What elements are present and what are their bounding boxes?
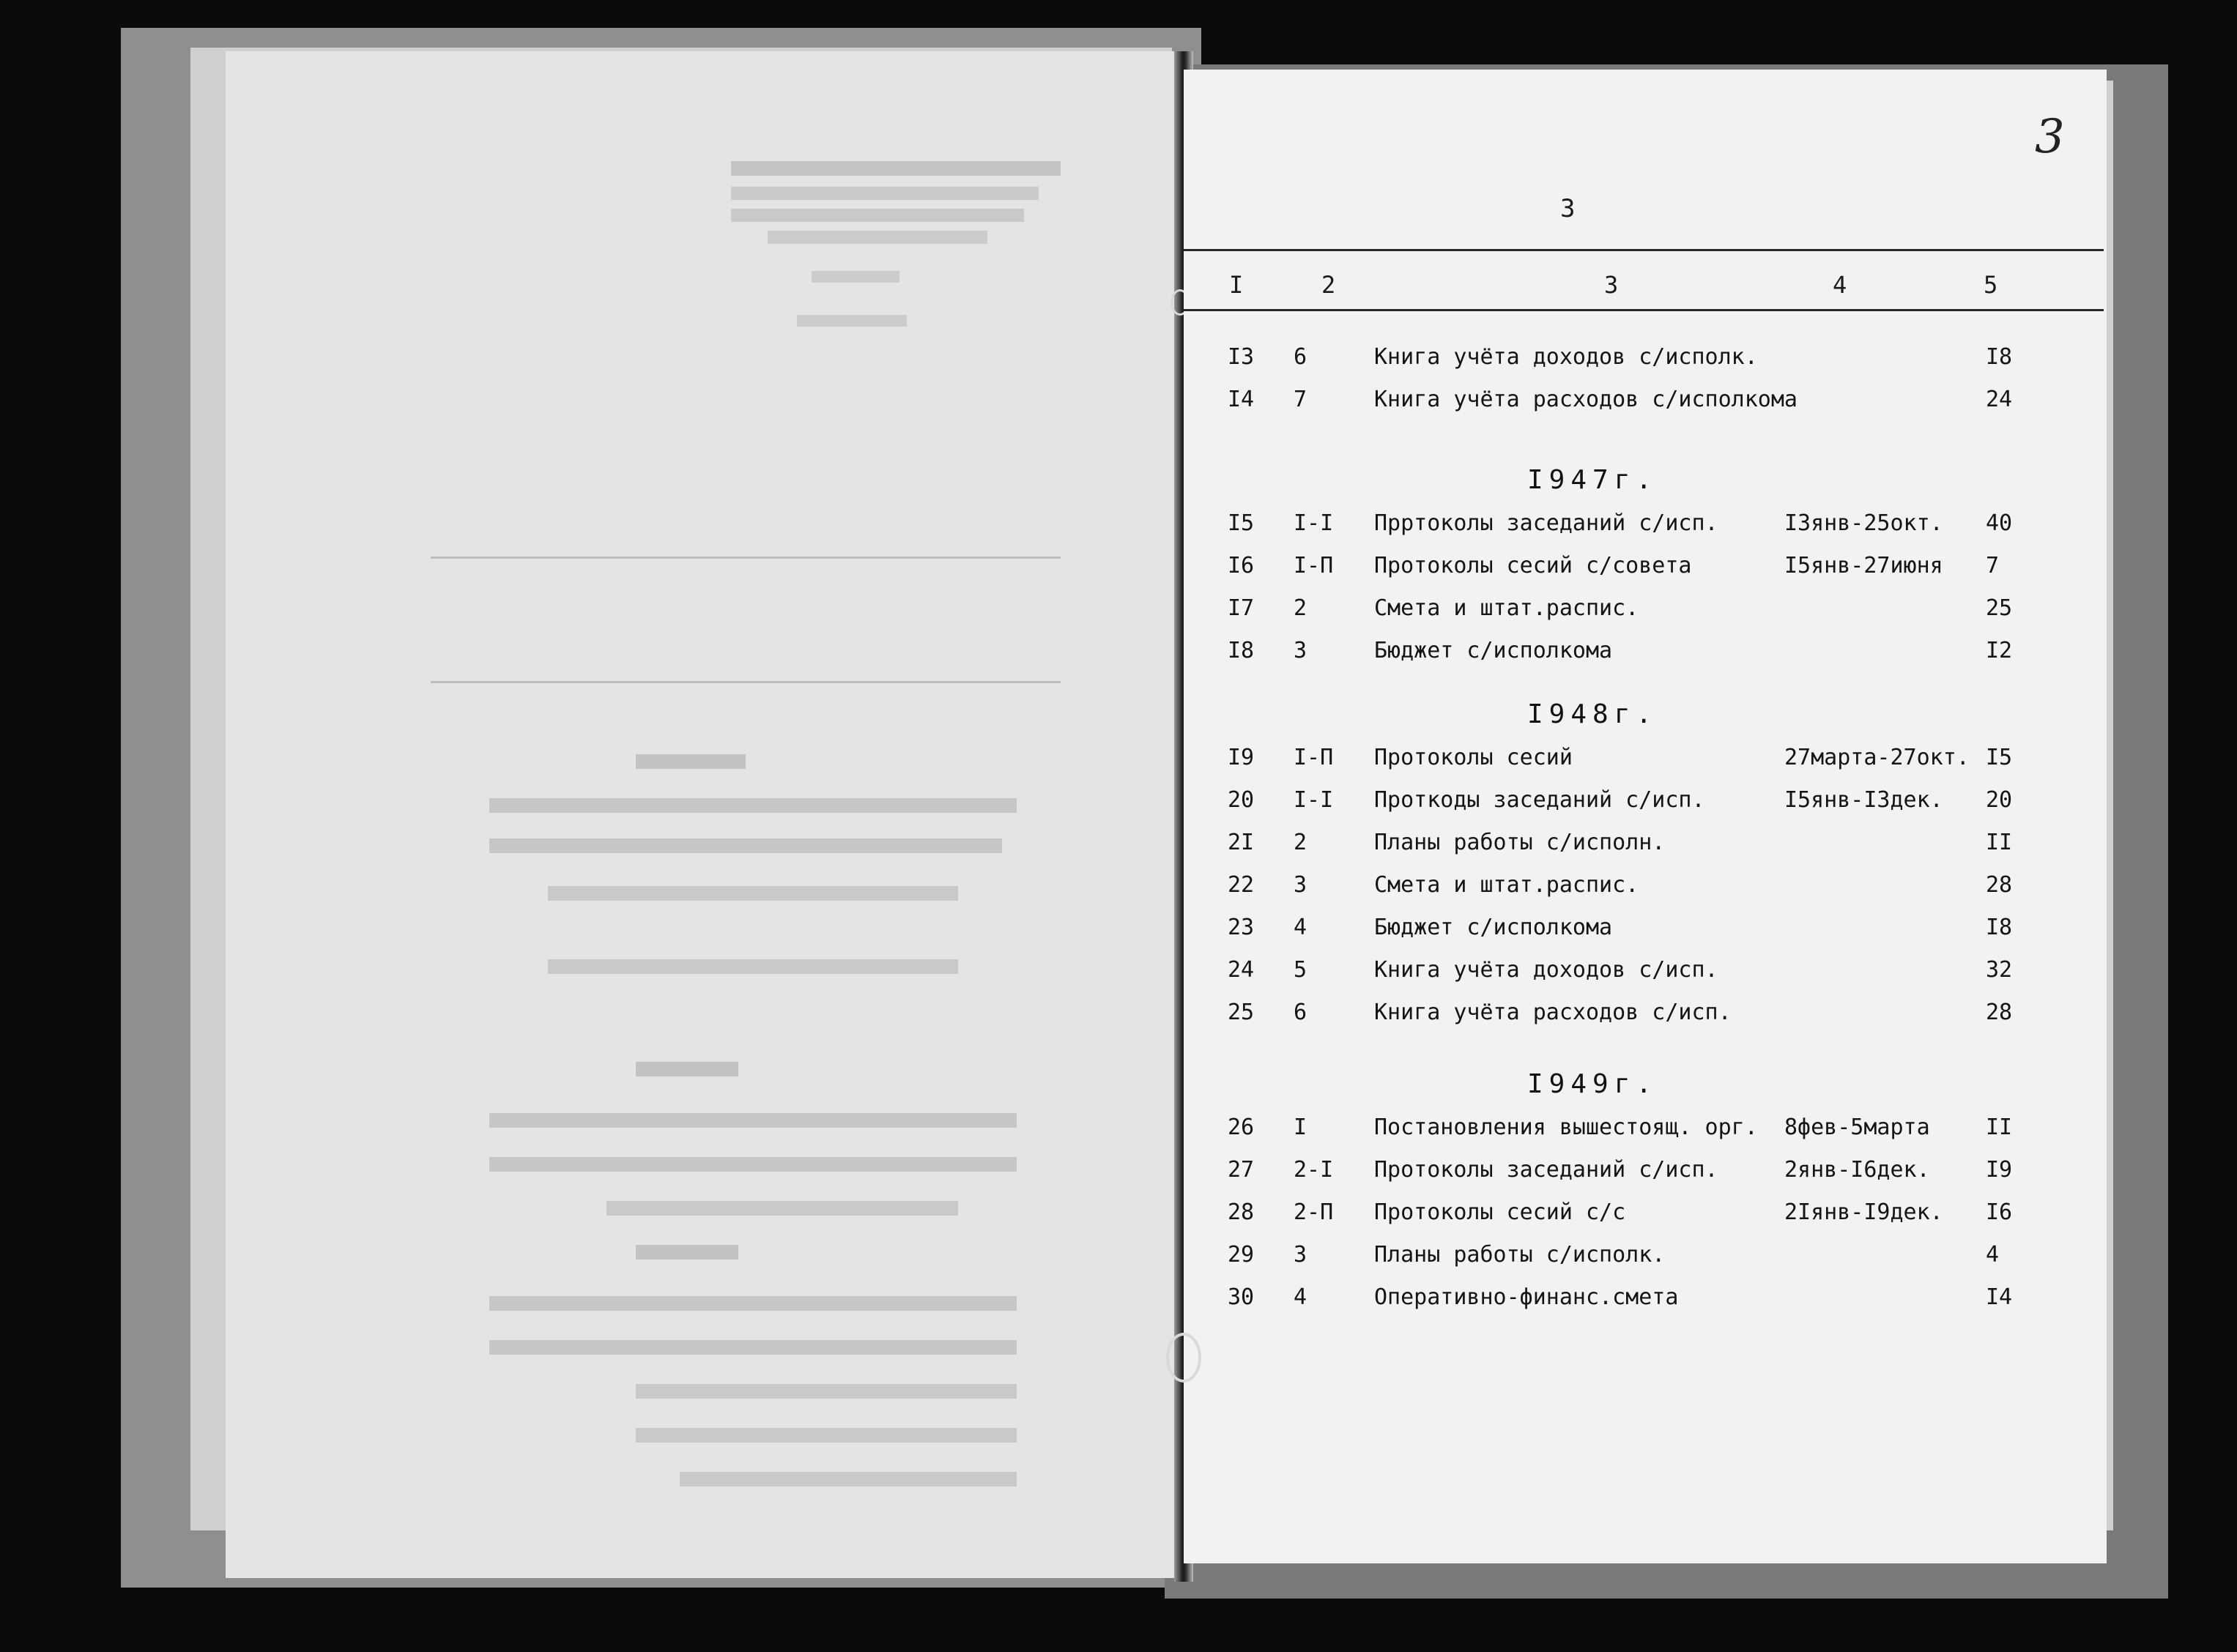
table-row — [1184, 553, 2107, 589]
row-sheets: I5 — [1986, 745, 2013, 770]
row-number: 27 — [1228, 1157, 1255, 1183]
column-header-5: 5 — [1984, 271, 1998, 299]
table-row — [1184, 1199, 2107, 1236]
row-number: 22 — [1228, 872, 1255, 898]
row-title: Бюджет с/исполкома — [1374, 638, 1613, 663]
table-row — [1184, 957, 2107, 994]
row-number: 2I — [1228, 830, 1255, 855]
row-number: 28 — [1228, 1199, 1255, 1225]
row-number: I5 — [1228, 510, 1255, 536]
row-sheets: 28 — [1986, 872, 2013, 898]
table-row — [1184, 915, 2107, 951]
typed-page-number: 3 — [1560, 194, 1576, 223]
row-title: Проткоды заседаний с/исп. — [1374, 787, 1705, 813]
table-header-rule — [1184, 309, 2104, 311]
row-title: Смета и штат.распис. — [1374, 872, 1639, 898]
row-subnumber: 2-I — [1294, 1157, 1334, 1183]
row-subnumber: 3 — [1294, 1242, 1307, 1268]
row-title: Планы работы с/исполн. — [1374, 830, 1666, 855]
row-subnumber: 7 — [1294, 387, 1307, 412]
table-top-rule — [1184, 249, 2104, 251]
row-sheets: 28 — [1986, 1000, 2013, 1025]
column-header-4: 4 — [1833, 271, 1847, 299]
row-title: Книга учёта расходов с/исполкома — [1374, 387, 1798, 412]
table-row — [1184, 344, 2107, 381]
column-header-2: 2 — [1321, 271, 1336, 299]
table-row — [1184, 595, 2107, 632]
row-number: 30 — [1228, 1284, 1255, 1310]
row-subnumber: I-П — [1294, 745, 1334, 770]
row-subnumber: 6 — [1294, 344, 1307, 370]
row-number: I6 — [1228, 553, 1255, 578]
row-title: Бюджет с/исполкома — [1374, 915, 1613, 940]
row-title: Оперативно-финанс.смета — [1374, 1284, 1679, 1310]
row-subnumber: 2-П — [1294, 1199, 1334, 1225]
handwritten-page-number: 3 — [2035, 110, 2065, 164]
year-heading: I947г. — [1527, 465, 1658, 495]
row-title: Протоколы сесий с/с — [1374, 1199, 1626, 1225]
row-sheets: I2 — [1986, 638, 2013, 663]
binding-thread-bottom — [1166, 1333, 1201, 1383]
table-row — [1184, 830, 2107, 866]
row-number: 24 — [1228, 957, 1255, 983]
row-title: Протоколы сесий с/совета — [1374, 553, 1692, 578]
row-title: Книга учёта расходов с/исп. — [1374, 1000, 1732, 1025]
row-number: 20 — [1228, 787, 1255, 813]
year-heading: I948г. — [1527, 699, 1658, 729]
row-dates: 2Iянв-I9дек. — [1784, 1199, 1943, 1225]
row-number: I7 — [1228, 595, 1255, 621]
row-sheets: 20 — [1986, 787, 2013, 813]
row-title: Прртоколы заседаний с/исп. — [1374, 510, 1718, 536]
row-subnumber: I — [1294, 1115, 1307, 1140]
row-dates: I5янв-27июня — [1784, 553, 1943, 578]
table-row — [1184, 745, 2107, 781]
row-number: 29 — [1228, 1242, 1255, 1268]
row-dates: 2янв-I6дек. — [1784, 1157, 1930, 1183]
row-sheets: 25 — [1986, 595, 2013, 621]
row-sheets: I8 — [1986, 344, 2013, 370]
row-sheets: 24 — [1986, 387, 2013, 412]
row-title: Протоколы заседаний с/исп. — [1374, 1157, 1718, 1183]
row-number: I8 — [1228, 638, 1255, 663]
table-row — [1184, 1242, 2107, 1279]
row-subnumber: 3 — [1294, 872, 1307, 898]
row-sheets: 32 — [1986, 957, 2013, 983]
row-subnumber: I-I — [1294, 510, 1334, 536]
row-sheets: II — [1986, 1115, 2013, 1140]
row-dates: 27марта-27окт. — [1784, 745, 1970, 770]
row-title: Планы работы с/исполк. — [1374, 1242, 1666, 1268]
row-subnumber: 4 — [1294, 915, 1307, 940]
row-dates: 8фев-5марта — [1784, 1115, 1930, 1140]
row-number: 23 — [1228, 915, 1255, 940]
row-sheets: II — [1986, 830, 2013, 855]
row-title: Постановления вышестоящ. орг. — [1374, 1115, 1758, 1140]
table-row — [1184, 1157, 2107, 1194]
table-row — [1184, 510, 2107, 547]
row-subnumber: 6 — [1294, 1000, 1307, 1025]
row-subnumber: 2 — [1294, 830, 1307, 855]
row-sheets: I9 — [1986, 1157, 2013, 1183]
row-title: Протоколы сесий — [1374, 745, 1573, 770]
table-row — [1184, 872, 2107, 909]
row-number: 25 — [1228, 1000, 1255, 1025]
column-header-1: I — [1229, 271, 1244, 299]
row-subnumber: 2 — [1294, 595, 1307, 621]
row-subnumber: 5 — [1294, 957, 1307, 983]
row-subnumber: 4 — [1294, 1284, 1307, 1310]
row-title: Книга учёта доходов с/исп. — [1374, 957, 1718, 983]
table-row — [1184, 1000, 2107, 1036]
row-subnumber: 3 — [1294, 638, 1307, 663]
row-dates: I5янв-I3дек. — [1784, 787, 1943, 813]
row-sheets: I6 — [1986, 1199, 2013, 1225]
row-sheets: I8 — [1986, 915, 2013, 940]
row-sheets: 7 — [1986, 553, 2000, 578]
row-sheets: I4 — [1986, 1284, 2013, 1310]
row-subnumber: I-П — [1294, 553, 1334, 578]
table-row — [1184, 787, 2107, 824]
table-row — [1184, 1115, 2107, 1151]
row-sheets: 4 — [1986, 1242, 2000, 1268]
row-number: I3 — [1228, 344, 1255, 370]
row-dates: I3янв-25окт. — [1784, 510, 1943, 536]
column-header-3: 3 — [1604, 271, 1619, 299]
row-title: Книга учёта доходов с/исполк. — [1374, 344, 1758, 370]
table-row — [1184, 638, 2107, 674]
table-row — [1184, 1284, 2107, 1321]
table-row — [1184, 387, 2107, 423]
row-number: I9 — [1228, 745, 1255, 770]
row-sheets: 40 — [1986, 510, 2013, 536]
mirrored-bleedthrough-text — [226, 51, 1189, 1578]
row-subnumber: I-I — [1294, 787, 1334, 813]
row-title: Смета и штат.распис. — [1374, 595, 1639, 621]
row-number: I4 — [1228, 387, 1255, 412]
year-heading: I949г. — [1527, 1069, 1658, 1099]
row-number: 26 — [1228, 1115, 1255, 1140]
left-page-bleedthrough — [226, 51, 1189, 1578]
